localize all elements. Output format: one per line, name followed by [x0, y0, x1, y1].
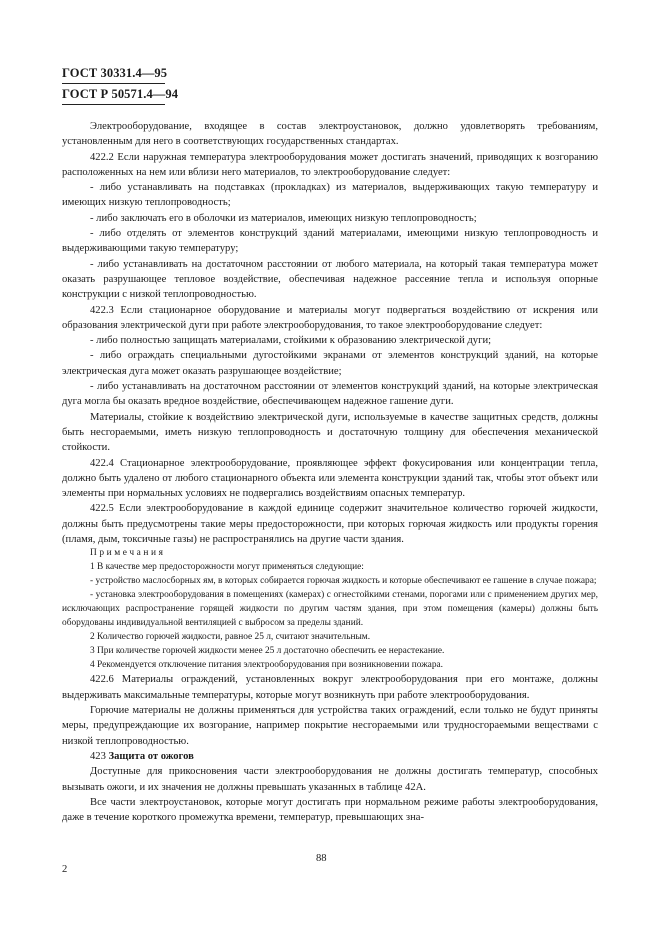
page-number-center: 88	[316, 853, 327, 864]
paragraph: Материалы, стойкие к воздействию электрической дуги, используемые в качестве защитных средств, должны быть несгораемыми, иметь низкую теплопроводность и достаточную толщину для обеспечения механической стойкости.	[62, 411, 598, 454]
standard-number-1: ГОСТ 30331.4—95	[62, 66, 168, 80]
paragraph: - либо отделять от элементов конструкций зданий материалами, имеющими низкую теплопроводность и выдерживающими такую температуру;	[62, 228, 598, 255]
notes-block	[62, 547, 598, 672]
paragraph: - либо заключать его в оболочки из материалов, имеющих низкую теплопроводность;	[90, 212, 477, 224]
note-item: 3 При количестве горючей жидкости менее 25 л достаточно обеспечить ее нерастекание.	[90, 645, 445, 656]
note-item: - установка электрооборудования в помещениях (камерах) с огнестойкими стенами, порогами или с применением других мер, исключающих распространение горящей жидкости по другим частям здания, при этом помещения (камеры) должны быть оборудованы индивидуальной вентиляцией с выбросом за пределы зданий.	[62, 590, 598, 628]
section-number: 423	[90, 750, 106, 762]
paragraph: Все части электроустановок, которые могут достигать при нормальном режиме работы электрооборудования, даже в течение короткого промежутка времени, температур, превышающих зна-	[62, 796, 598, 824]
paragraph: - либо устанавливать на достаточном расстоянии от любого материала, на который такая температура может оказать разрушающее тепловое воздействие, обеспечивая надежное рассеяние тепла и используя опорные конструкции с низкой теплопроводностью.	[62, 258, 598, 301]
paragraph: - либо устанавливать на достаточном расстоянии от элементов конструкций зданий, на которые электрическая дуга могла бы оказать вредное воздействие, обеспечивающем надежное гашение дуги.	[62, 381, 598, 408]
note-item: 1 В качестве мер предосторожности могут применяться следующие:	[90, 562, 364, 573]
paragraph: 422.6 Материалы ограждений, установленных вокруг электрооборудования при его монтаже, должны выдерживать максимальные температуры, которые могут возникнуть при работе электрооборудования.	[62, 674, 598, 701]
paragraph: Электрооборудование, входящее в состав электроустановок, должно удовлетворять требованиям, установленным для него в соответствующих государственных стандартах.	[62, 121, 598, 148]
notes-title: Примечания	[90, 548, 166, 559]
body-text	[62, 119, 598, 825]
header-rule-2	[62, 104, 165, 105]
paragraph: Горючие материалы не должны применяться для устройства таких ограждений, если только не будут приняты меры, предупреждающие их возгорание, например покрытие несгораемыми или трудносгораемыми веществами с низкой теплопроводностью.	[62, 705, 598, 747]
paragraph: 422.2 Если наружная температура электрооборудования может достигать значений, приводящих к возгоранию расположенных на нем или вблизи него материалов, то электрооборудование следует:	[62, 151, 598, 178]
paragraph: - либо ограждать специальными дугостойкими экранами от элементов конструкций зданий, на которые электрическая дуга может оказать разрушающее воздействие;	[62, 350, 598, 377]
paragraph: 422.5 Если электрооборудование в каждой единице содержит значительное количество горючей жидкости, должны быть предусмотрены такие меры предосторожности, при которых горючая жидкость или продукты горения (пламя, дым, токсичные газы) не распространялись на другие части здания.	[62, 503, 598, 546]
paragraph: Доступные для прикосновения части электрооборудования не должны достигать температур, способных вызывать ожоги, и их значения не должны превышать указанных в таблице 42А.	[62, 766, 598, 793]
section-heading	[62, 749, 598, 764]
paragraph: - либо полностью защищать материалами, стойкими к образованию электрической дуги;	[90, 335, 492, 347]
paragraph: 422.4 Стационарное электрооборудование, проявляющее эффект фокусирования или концентрации тепла, должно быть удалено от любого стационарного объекта или элемента конструкции зданий так, чтобы этот объект или элементы при нормальных условиях не подвергались воздействиям опасных температур.	[62, 457, 598, 500]
page-number-left: 2	[62, 864, 68, 875]
paragraph: - либо устанавливать на подставках (прокладках) из материалов, выдерживающих такую температуру и имеющих низкую теплопроводность;	[62, 182, 598, 209]
note-item: 2 Количество горючей жидкости, равное 25 л, считают значительным.	[90, 631, 371, 642]
paragraph: 422.3 Если стационарное оборудование и материалы могут подвергаться воздействию от искрения или образования электрической дуги при работе электрооборудования, то такое электрооборудование следует:	[62, 304, 598, 331]
standard-number-2: ГОСТ Р 50571.4—94	[62, 87, 179, 101]
note-item: 4 Рекомендуется отключение питания электрооборудования при возникновении пожара.	[90, 659, 444, 670]
header-rule-1	[62, 83, 165, 84]
note-item: - устройство маслосборных ям, в которых собирается горючая жидкость и которые обеспечивают ее гашение в случае пожара;	[90, 576, 597, 587]
section-title: Защита от ожогов	[108, 750, 194, 762]
